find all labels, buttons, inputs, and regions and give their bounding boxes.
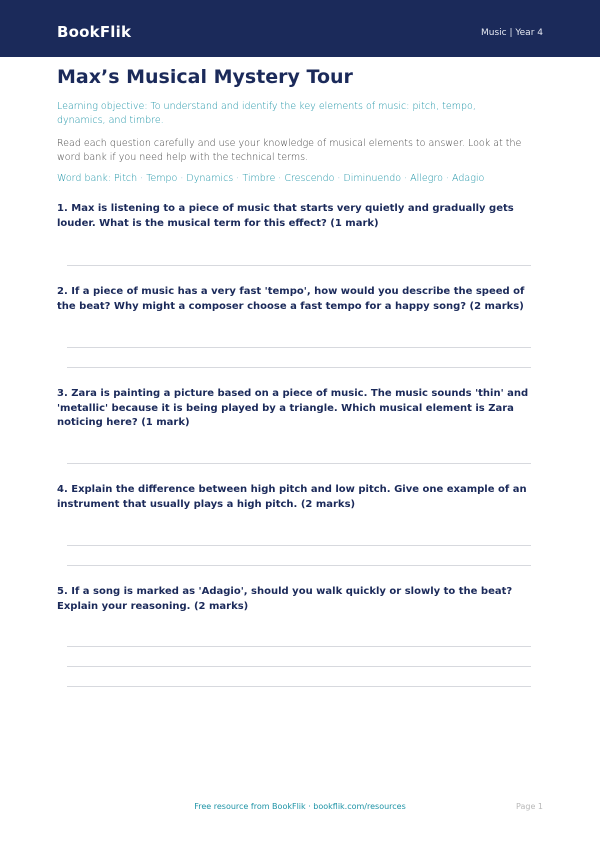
word-bank: Word bank: Pitch · Tempo · Dynamics · Timbre · Crescendo · Diminuendo · Allegro · Adagio: [57, 173, 485, 184]
question-5: 5. If a song is marked as 'Adagio', should you walk quickly or slowly to the beat? Explain your reasoning. (2 marks): [57, 586, 513, 612]
instructions: Read each question carefully and use your knowledge of musical elements to answer. Look at the word bank if you need help with the technical terms.: [57, 138, 522, 163]
brand-logo: BookFlik: [57, 23, 132, 41]
answer-line[interactable]: [67, 686, 531, 687]
page-number: Page 1: [516, 802, 543, 811]
subject-year-label: Music | Year 4: [480, 28, 543, 38]
answer-line[interactable]: [67, 265, 531, 266]
answer-line[interactable]: [67, 347, 531, 348]
answer-line[interactable]: [67, 463, 531, 464]
question-3: 3. Zara is painting a picture based on a piece of music. The music sounds 'thin' and 'metallic' because it is being played by a triangle. Which musical element is Zara noticing here? (1 mark): [57, 388, 529, 428]
question-2: 2. If a piece of music has a very fast 'tempo', how would you describe the speed of the beat? Why might a composer choose a fast tempo for a happy song? (2 marks): [57, 286, 525, 312]
page-footer: [0, 802, 600, 816]
answer-line[interactable]: [67, 565, 531, 566]
question-1: 1. Max is listening to a piece of music that starts very quietly and gradually gets louder. What is the musical term for this effect? (1 mark): [57, 203, 514, 229]
page-title: Max’s Musical Mystery Tour: [57, 66, 353, 88]
page-header: [0, 0, 600, 57]
answer-line[interactable]: [67, 545, 531, 546]
answer-line[interactable]: [67, 367, 531, 368]
answer-line[interactable]: [67, 646, 531, 647]
question-4: 4. Explain the difference between high pitch and low pitch. Give one example of an instrument that usually plays a high pitch. (2 marks): [57, 484, 527, 510]
answer-line[interactable]: [67, 666, 531, 667]
footer-link[interactable]: Free resource from BookFlik · bookflik.com/resources: [194, 802, 406, 811]
learning-objective: Learning objective: To understand and identify the key elements of music: pitch, tempo, dynamics, and timbre.: [57, 101, 476, 126]
